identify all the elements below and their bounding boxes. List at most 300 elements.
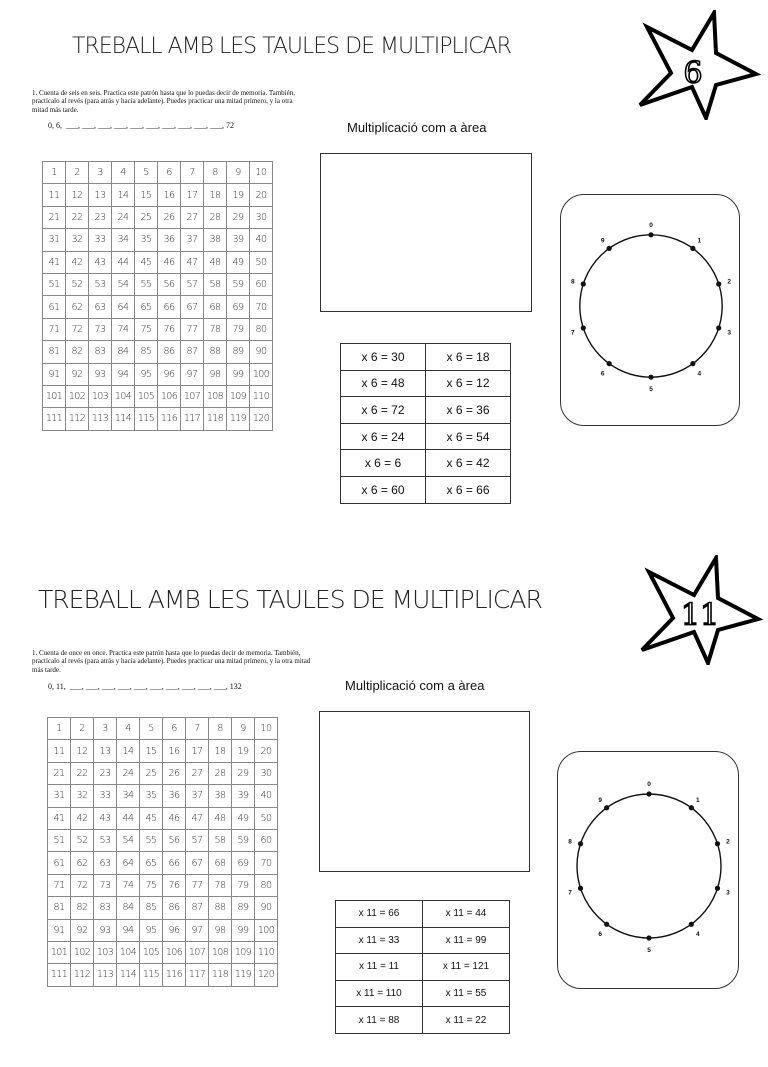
chart-cell[interactable]: 94 [112,363,135,385]
chart-cell[interactable]: 50 [250,251,273,273]
chart-cell[interactable]: 23 [89,206,112,228]
clock-dot[interactable] [716,281,721,286]
chart-cell[interactable]: 120 [255,964,278,986]
fact-cell[interactable]: x 11 = 11 [336,954,423,981]
clock-dot[interactable] [604,805,609,810]
chart-cell[interactable]: 80 [250,318,273,340]
chart-cell[interactable]: 97 [186,919,209,941]
chart-cell[interactable]: 119 [227,408,250,430]
clock-dot[interactable] [648,375,653,380]
chart-cell[interactable]: 82 [71,897,94,919]
chart-cell[interactable]: 48 [204,251,227,273]
chart-cell[interactable]: 99 [227,363,250,385]
chart-cell[interactable]: 63 [89,296,112,318]
chart-cell[interactable]: 22 [66,206,89,228]
chart-cell[interactable]: 4 [112,162,135,184]
chart-cell[interactable]: 103 [89,385,112,407]
chart-cell[interactable]: 91 [43,363,66,385]
chart-cell[interactable]: 58 [209,829,232,851]
chart-cell[interactable]: 110 [255,941,278,963]
chart-cell[interactable]: 117 [181,408,204,430]
chart-cell[interactable]: 18 [204,184,227,206]
chart-cell[interactable]: 34 [112,229,135,251]
chart-cell[interactable]: 79 [227,318,250,340]
chart-cell[interactable]: 114 [112,408,135,430]
chart-cell[interactable]: 6 [163,718,186,740]
clock-dot[interactable] [646,935,651,940]
fact-cell[interactable]: x 11 = 22 [423,1007,510,1034]
chart-cell[interactable]: 45 [140,807,163,829]
chart-cell[interactable]: 88 [204,341,227,363]
chart-cell[interactable]: 111 [43,408,66,430]
chart-cell[interactable]: 8 [209,718,232,740]
chart-cell[interactable]: 93 [94,919,117,941]
chart-cell[interactable]: 13 [89,184,112,206]
chart-cell[interactable]: 16 [163,740,186,762]
chart-cell[interactable]: 12 [71,740,94,762]
clock-dot[interactable] [646,791,651,796]
chart-cell[interactable]: 115 [135,408,158,430]
chart-cell[interactable]: 83 [94,897,117,919]
chart-cell[interactable]: 95 [140,919,163,941]
chart-cell[interactable]: 8 [204,162,227,184]
chart-cell[interactable]: 72 [66,318,89,340]
chart-cell[interactable]: 74 [112,318,135,340]
chart-cell[interactable]: 51 [48,829,71,851]
clock-dot[interactable] [715,886,720,891]
chart-cell[interactable]: 23 [94,762,117,784]
chart-cell[interactable]: 33 [89,229,112,251]
skip-count-line[interactable] [48,121,234,130]
chart-row [43,385,273,407]
clock-dot[interactable] [689,922,694,927]
chart-cell[interactable]: 106 [158,385,181,407]
chart-cell[interactable]: 115 [140,964,163,986]
chart-cell[interactable]: 79 [232,874,255,896]
chart-cell[interactable]: 28 [204,206,227,228]
chart-cell[interactable]: 42 [66,251,89,273]
chart-cell[interactable]: 49 [232,807,255,829]
chart-cell[interactable]: 89 [227,341,250,363]
fact-cell[interactable]: x 6 = 18 [426,344,511,371]
chart-cell[interactable]: 103 [94,941,117,963]
chart-cell[interactable]: 84 [112,341,135,363]
chart-cell[interactable]: 54 [117,829,140,851]
chart-cell[interactable]: 58 [204,273,227,295]
chart-cell[interactable]: 118 [209,964,232,986]
chart-cell[interactable]: 77 [181,318,204,340]
chart-cell[interactable]: 91 [48,919,71,941]
chart-cell[interactable]: 87 [181,341,204,363]
chart-cell[interactable]: 48 [209,807,232,829]
chart-cell[interactable]: 14 [117,740,140,762]
clock-dot[interactable] [607,361,612,366]
clock-dot[interactable] [578,886,583,891]
chart-cell[interactable]: 69 [232,852,255,874]
chart-cell[interactable]: 5 [135,162,158,184]
clock-dot[interactable] [648,232,653,237]
chart-cell[interactable]: 76 [158,318,181,340]
chart-cell[interactable]: 17 [186,740,209,762]
chart-cell[interactable]: 10 [250,162,273,184]
chart-cell[interactable]: 5 [140,718,163,740]
clock-label: 3 [727,329,731,337]
chart-cell[interactable]: 104 [112,385,135,407]
chart-cell[interactable]: 68 [204,296,227,318]
fact-cell[interactable]: x 11 = 121 [423,954,510,981]
chart-cell[interactable]: 32 [66,229,89,251]
chart-cell[interactable]: 20 [255,740,278,762]
fact-cell[interactable]: x 6 = 72 [341,397,426,424]
fact-cell[interactable]: x 6 = 36 [426,397,511,424]
chart-cell[interactable]: 45 [135,251,158,273]
chart-cell[interactable]: 9 [232,718,255,740]
fact-cell[interactable]: x 6 = 66 [426,476,511,503]
chart-cell[interactable]: 22 [71,762,94,784]
chart-cell[interactable]: 98 [204,363,227,385]
chart-cell[interactable]: 27 [181,206,204,228]
chart-cell[interactable]: 113 [89,408,112,430]
chart-cell[interactable]: 39 [232,785,255,807]
chart-cell[interactable]: 80 [255,874,278,896]
chart-cell[interactable]: 81 [48,897,71,919]
chart-cell[interactable]: 95 [135,363,158,385]
chart-cell[interactable]: 89 [232,897,255,919]
chart-cell[interactable]: 52 [71,829,94,851]
fact-row [341,450,511,477]
chart-row [48,762,278,784]
chart-cell[interactable]: 99 [232,919,255,941]
chart-cell[interactable]: 73 [94,874,117,896]
chart-cell[interactable]: 53 [94,829,117,851]
chart-cell[interactable]: 97 [181,363,204,385]
chart-cell[interactable]: 49 [227,251,250,273]
chart-cell[interactable]: 71 [43,318,66,340]
chart-cell[interactable]: 1 [48,718,71,740]
chart-cell[interactable]: 25 [140,762,163,784]
chart-cell[interactable]: 30 [255,762,278,784]
chart-cell[interactable]: 9 [227,162,250,184]
chart-cell[interactable]: 65 [135,296,158,318]
clock-dot[interactable] [690,361,695,366]
chart-cell[interactable]: 117 [186,964,209,986]
chart-cell[interactable]: 3 [94,718,117,740]
chart-cell[interactable]: 107 [186,941,209,963]
chart-cell[interactable]: 85 [140,897,163,919]
clock-dot[interactable] [607,246,612,251]
clock-dot[interactable] [581,281,586,286]
chart-cell[interactable]: 44 [117,807,140,829]
chart-cell[interactable]: 2 [71,718,94,740]
clock-label: 4 [697,370,702,378]
chart-cell[interactable]: 56 [158,273,181,295]
chart-cell[interactable]: 11 [48,740,71,762]
chart-cell[interactable]: 42 [71,807,94,829]
chart-cell[interactable]: 86 [158,341,181,363]
chart-cell[interactable]: 62 [66,296,89,318]
chart-cell[interactable]: 71 [48,874,71,896]
fact-cell[interactable]: x 6 = 24 [341,423,426,450]
chart-cell[interactable]: 108 [204,385,227,407]
chart-cell[interactable]: 57 [186,829,209,851]
chart-cell[interactable]: 20 [250,184,273,206]
chart-cell[interactable]: 7 [186,718,209,740]
chart-cell[interactable]: 86 [163,897,186,919]
fact-cell[interactable]: x 11 = 55 [423,980,510,1007]
chart-cell[interactable]: 13 [94,740,117,762]
chart-cell[interactable]: 27 [186,762,209,784]
chart-cell[interactable]: 26 [163,762,186,784]
chart-cell[interactable]: 12 [66,184,89,206]
chart-cell[interactable]: 88 [209,897,232,919]
chart-cell[interactable]: 100 [255,919,278,941]
chart-cell[interactable]: 19 [232,740,255,762]
fact-row [341,397,511,424]
chart-cell[interactable]: 38 [209,785,232,807]
chart-cell[interactable]: 16 [158,184,181,206]
chart-cell[interactable]: 105 [140,941,163,963]
fact-cell[interactable]: x 6 = 48 [341,370,426,397]
chart-cell[interactable]: 47 [181,251,204,273]
chart-cell[interactable]: 92 [71,919,94,941]
chart-cell[interactable]: 43 [94,807,117,829]
chart-cell[interactable]: 7 [181,162,204,184]
chart-cell[interactable]: 37 [186,785,209,807]
chart-cell[interactable]: 112 [71,964,94,986]
chart-cell[interactable]: 109 [232,941,255,963]
chart-cell[interactable]: 61 [48,852,71,874]
chart-cell[interactable]: 33 [94,785,117,807]
chart-cell[interactable]: 60 [255,829,278,851]
chart-cell[interactable]: 32 [71,785,94,807]
chart-cell[interactable]: 67 [181,296,204,318]
chart-cell[interactable]: 55 [135,273,158,295]
chart-cell[interactable]: 118 [204,408,227,430]
fact-cell[interactable]: x 11 = 33 [336,927,423,954]
chart-cell[interactable]: 82 [66,341,89,363]
chart-cell[interactable]: 21 [48,762,71,784]
chart-cell[interactable]: 78 [204,318,227,340]
fact-cell[interactable]: x 11 = 110 [336,980,423,1007]
fact-cell[interactable]: x 11 = 66 [336,901,423,928]
chart-cell[interactable]: 105 [135,385,158,407]
clock-label: 1 [697,237,702,245]
chart-cell[interactable]: 108 [209,941,232,963]
chart-cell[interactable]: 47 [186,807,209,829]
chart-cell[interactable]: 66 [163,852,186,874]
chart-cell[interactable]: 65 [140,852,163,874]
chart-cell[interactable]: 46 [163,807,186,829]
chart-cell[interactable]: 60 [250,273,273,295]
chart-cell[interactable]: 67 [186,852,209,874]
chart-cell[interactable]: 39 [227,229,250,251]
chart-cell[interactable]: 59 [232,829,255,851]
chart-cell[interactable]: 30 [250,206,273,228]
chart-cell[interactable]: 24 [117,762,140,784]
chart-cell[interactable]: 18 [209,740,232,762]
chart-cell[interactable]: 52 [66,273,89,295]
chart-cell[interactable]: 120 [250,408,273,430]
clock-label: 0 [647,781,651,788]
chart-cell[interactable]: 90 [255,897,278,919]
chart-cell[interactable]: 6 [158,162,181,184]
chart-cell[interactable]: 38 [204,229,227,251]
chart-cell[interactable]: 15 [135,184,158,206]
chart-cell[interactable]: 36 [163,785,186,807]
chart-cell[interactable]: 75 [135,318,158,340]
chart-cell[interactable]: 14 [112,184,135,206]
chart-cell[interactable]: 107 [181,385,204,407]
chart-cell[interactable]: 72 [71,874,94,896]
chart-cell[interactable]: 116 [163,964,186,986]
chart-cell[interactable]: 28 [209,762,232,784]
fact-cell[interactable]: x 6 = 12 [426,370,511,397]
clock-dot[interactable] [716,325,721,330]
star-badge-icon [634,10,764,120]
chart-cell[interactable]: 29 [232,762,255,784]
fact-cell[interactable]: x 6 = 30 [341,344,426,371]
skip-count-line[interactable] [48,682,242,691]
fact-cell[interactable]: x 6 = 54 [426,423,511,450]
chart-cell[interactable]: 64 [117,852,140,874]
chart-cell[interactable]: 106 [163,941,186,963]
chart-cell[interactable]: 31 [48,785,71,807]
chart-cell[interactable]: 53 [89,273,112,295]
chart-cell[interactable]: 35 [135,229,158,251]
fact-cell[interactable]: x 6 = 60 [341,476,426,503]
chart-cell[interactable]: 113 [94,964,117,986]
chart-cell[interactable]: 111 [48,964,71,986]
chart-cell[interactable]: 119 [232,964,255,986]
area-model-box[interactable] [320,153,532,312]
chart-cell[interactable]: 81 [43,341,66,363]
chart-cell[interactable]: 74 [117,874,140,896]
chart-cell[interactable]: 101 [48,941,71,963]
chart-cell[interactable]: 11 [43,184,66,206]
instructions-text: 1. Cuenta de once en once. Practica este patrón hasta que lo puedas decir de memoria. También, practícalo al revés (para atrás y hacia adelante). Puedes practicar una mitad primero, y la otra mitad más tarde. [32,649,311,674]
chart-cell[interactable]: 36 [158,229,181,251]
chart-cell[interactable]: 57 [181,273,204,295]
chart-cell[interactable]: 63 [94,852,117,874]
chart-cell[interactable]: 98 [209,919,232,941]
chart-cell[interactable]: 109 [227,385,250,407]
clock-dot[interactable] [578,841,583,846]
area-model-box[interactable] [319,711,530,872]
chart-row [43,318,273,340]
chart-cell[interactable]: 110 [250,385,273,407]
chart-cell[interactable]: 19 [227,184,250,206]
chart-cell[interactable]: 94 [117,919,140,941]
chart-cell[interactable]: 76 [163,874,186,896]
chart-cell[interactable]: 41 [43,251,66,273]
clock-label: 6 [598,931,603,939]
chart-cell[interactable]: 96 [163,919,186,941]
chart-cell[interactable]: 84 [117,897,140,919]
chart-cell[interactable]: 37 [181,229,204,251]
chart-cell[interactable]: 112 [66,408,89,430]
chart-cell[interactable]: 54 [112,273,135,295]
fact-cell[interactable]: x 6 = 6 [341,450,426,477]
chart-cell[interactable]: 93 [89,363,112,385]
chart-cell[interactable]: 46 [158,251,181,273]
chart-cell[interactable]: 43 [89,251,112,273]
chart-cell[interactable]: 61 [43,296,66,318]
chart-cell[interactable]: 92 [66,363,89,385]
chart-cell[interactable]: 10 [255,718,278,740]
chart-cell[interactable]: 66 [158,296,181,318]
chart-cell[interactable]: 64 [112,296,135,318]
fact-cell[interactable]: x 6 = 42 [426,450,511,477]
chart-cell[interactable]: 78 [209,874,232,896]
chart-cell[interactable]: 96 [158,363,181,385]
chart-cell[interactable]: 24 [112,206,135,228]
chart-cell[interactable]: 41 [48,807,71,829]
chart-cell[interactable]: 70 [255,852,278,874]
chart-cell[interactable]: 1 [43,162,66,184]
chart-cell[interactable]: 75 [140,874,163,896]
chart-cell[interactable]: 40 [255,785,278,807]
chart-cell[interactable]: 62 [71,852,94,874]
clock-dot[interactable] [715,841,720,846]
chart-cell[interactable]: 51 [43,273,66,295]
clock-dot[interactable] [581,325,586,330]
chart-cell[interactable]: 29 [227,206,250,228]
chart-cell[interactable]: 90 [250,341,273,363]
fact-cell[interactable]: x 11 = 99 [423,927,510,954]
chart-cell[interactable]: 102 [71,941,94,963]
chart-cell[interactable]: 77 [186,874,209,896]
chart-cell[interactable]: 40 [250,229,273,251]
chart-cell[interactable]: 15 [140,740,163,762]
clock-dot[interactable] [604,922,609,927]
chart-cell[interactable]: 56 [163,829,186,851]
clock-dot[interactable] [690,246,695,251]
chart-cell[interactable]: 26 [158,206,181,228]
chart-cell[interactable]: 100 [250,363,273,385]
chart-cell[interactable]: 21 [43,206,66,228]
chart-row [48,941,278,963]
chart-cell[interactable]: 3 [89,162,112,184]
chart-cell[interactable]: 70 [250,296,273,318]
chart-cell[interactable]: 116 [158,408,181,430]
chart-cell[interactable]: 50 [255,807,278,829]
chart-cell[interactable]: 87 [186,897,209,919]
fact-cell[interactable]: x 11 = 88 [336,1007,423,1034]
chart-cell[interactable]: 85 [135,341,158,363]
chart-cell[interactable]: 55 [140,829,163,851]
skip-count-clock [560,194,740,426]
chart-cell[interactable]: 101 [43,385,66,407]
chart-cell[interactable]: 114 [117,964,140,986]
chart-cell[interactable]: 34 [117,785,140,807]
chart-cell[interactable]: 102 [66,385,89,407]
chart-cell[interactable]: 17 [181,184,204,206]
chart-cell[interactable]: 59 [227,273,250,295]
chart-cell[interactable]: 31 [43,229,66,251]
clock-dot[interactable] [689,805,694,810]
chart-cell[interactable]: 4 [117,718,140,740]
chart-cell[interactable]: 83 [89,341,112,363]
chart-cell[interactable]: 104 [117,941,140,963]
chart-cell[interactable]: 25 [135,206,158,228]
chart-cell[interactable]: 68 [209,852,232,874]
chart-cell[interactable]: 2 [66,162,89,184]
chart-cell[interactable]: 44 [112,251,135,273]
fact-cell[interactable]: x 11 = 44 [423,901,510,928]
chart-cell[interactable]: 73 [89,318,112,340]
chart-cell[interactable]: 69 [227,296,250,318]
chart-cell[interactable]: 35 [140,785,163,807]
